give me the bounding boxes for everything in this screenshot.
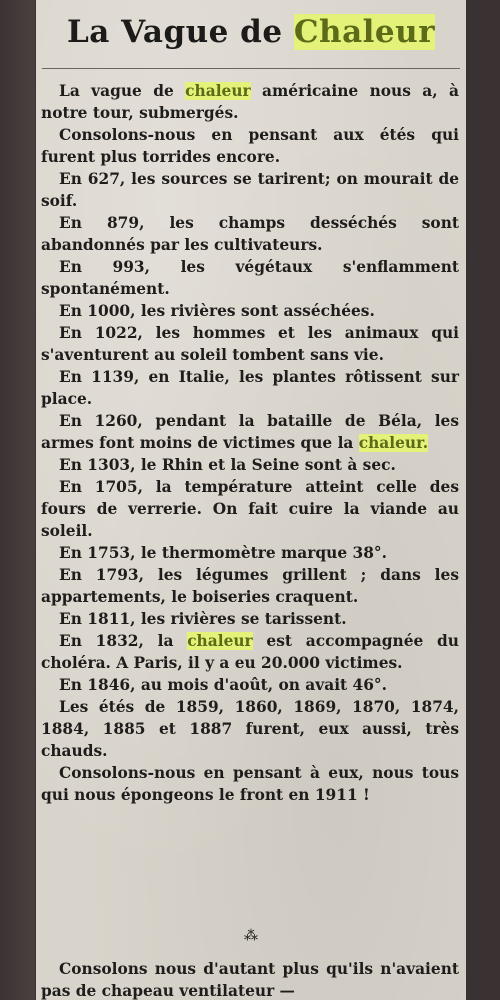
paragraph: En 993, les végétaux s'enflamment spontanément. [41, 258, 459, 298]
paragraph: En 1832, la chaleur est accompagnée du choléra. A Paris, il y a eu 20.000 victimes. [41, 632, 459, 672]
title-rule [42, 68, 460, 69]
paragraph: En 879, les champs desséchés sont abandonnés par les cultivateurs. [41, 214, 459, 254]
paragraph: En 1303, le Rhin et la Seine sont à sec. [59, 456, 396, 474]
article-title [36, 14, 466, 50]
paragraph: La vague de chaleur américaine nous a, à notre tour, submergés. [41, 82, 459, 122]
highlighted-word: chaleur. [358, 434, 429, 452]
highlighted-word: chaleur [187, 632, 253, 650]
paragraph: En 1139, en Italie, les plantes rôtissent sur place. [41, 368, 459, 408]
title-text: La Vague de [66, 14, 294, 50]
newspaper-clipping [36, 0, 466, 1000]
paragraph: En 1260, pendant la bataille de Béla, les armes font moins de victimes que la chaleur. [41, 412, 459, 452]
paragraph: En 1793, les légumes grillent ; dans les appartements, le boiseries craquent. [41, 566, 459, 606]
title-highlight: Chaleur [293, 14, 436, 50]
section-separator: ⁂ [244, 928, 258, 944]
paragraph: En 1811, les rivières se tarissent. [59, 610, 347, 628]
paragraph: Consolons-nous en pensant à eux, nous tous qui nous épongeons le front en 1911 ! [41, 764, 459, 804]
paragraph: Consolons-nous en pensant aux étés qui furent plus torrides encore. [41, 126, 459, 166]
paragraph: En 1846, au mois d'août, on avait 46°. [59, 676, 387, 694]
paragraph: En 627, les sources se tarirent; on mourait de soif. [41, 170, 459, 210]
paragraph: En 1705, la température atteint celle des fours de verrerie. On fait cuire la viande au soleil. [41, 478, 459, 540]
paragraph: Les étés de 1859, 1860, 1869, 1870, 1874, 1884, 1885 et 1887 furent, eux aussi, très chauds. [41, 698, 459, 760]
paragraph: En 1022, les hommes et les animaux qui s'aventurent au soleil tombent sans vie. [41, 324, 459, 364]
photo-border-right [466, 0, 500, 1000]
paragraph: En 1753, le thermomètre marque 38°. [59, 544, 387, 562]
continuation-paragraph: Consolons nous d'autant plus qu'ils n'avaient pas de chapeau ventilateur — [41, 960, 459, 1000]
article-body [41, 80, 459, 806]
paragraph: En 1000, les rivières sont asséchées. [59, 302, 375, 320]
highlighted-word: chaleur [185, 82, 251, 100]
